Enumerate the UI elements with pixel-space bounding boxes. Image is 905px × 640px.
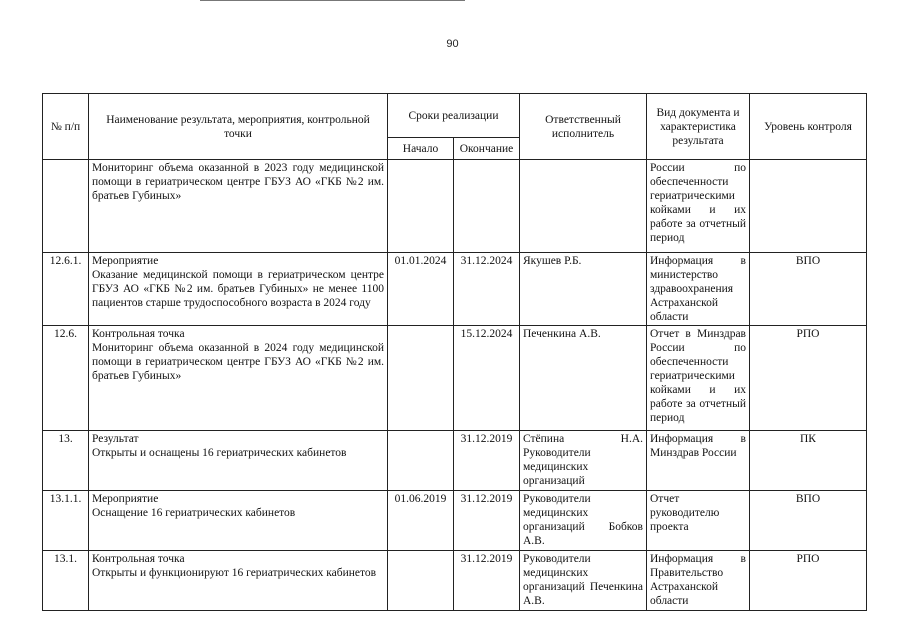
row-title: Контрольная точка — [92, 553, 185, 565]
row-num: 13. — [43, 431, 89, 491]
row-description: Открыты и функционируют 16 гериатрических кабинетов — [92, 567, 377, 579]
row-description: Оказание медицинской помощи в гериатрическом центре ГБУЗ АО «ГКБ №2 им. братьев Губиных» не менее 1100 пациентов старше трудоспособного возраста в 2024 году — [92, 269, 384, 309]
header-end: Окончание — [454, 138, 520, 160]
row-title: Мероприятие — [92, 255, 159, 267]
row-level: РПО — [750, 326, 867, 431]
row-responsible: Якушев Р.Б. — [520, 253, 647, 326]
row-start — [388, 160, 454, 253]
row-description: Открыты и оснащены 16 гериатрических кабинетов — [92, 447, 347, 459]
row-description: Мониторинг объема оказанной в 2024 году медицинской помощи в гериатрическом центре ГБУЗ АО «ГКБ №2 им. братьев Губиных» — [92, 342, 384, 382]
row-doc: Информация в министерство здравоохранения Астраханской области — [647, 253, 750, 326]
row-title: Мероприятие — [92, 493, 159, 505]
table-row — [43, 326, 867, 431]
row-level — [750, 160, 867, 253]
row-title: Результат — [92, 433, 139, 445]
table-row — [43, 253, 867, 326]
row-end: 31.12.2024 — [454, 253, 520, 326]
row-end: 31.12.2019 — [454, 491, 520, 551]
row-responsible: Руководители медицинских организаций Бобков А.В. — [520, 491, 647, 551]
table-row — [43, 551, 867, 611]
table-row — [43, 491, 867, 551]
row-start — [388, 326, 454, 431]
row-name — [89, 551, 388, 611]
row-responsible: Печенкина А.В. — [520, 326, 647, 431]
header-responsible: Ответственный исполнитель — [520, 94, 647, 160]
row-title: Контрольная точка — [92, 328, 185, 340]
header-start: Начало — [388, 138, 454, 160]
plan-table — [42, 93, 867, 611]
header-name: Наименование результата, мероприятия, контрольной точки — [89, 94, 388, 160]
top-rule — [200, 0, 465, 1]
row-doc: Отчет руководителю проекта — [647, 491, 750, 551]
row-num: 12.6. — [43, 326, 89, 431]
row-end: 31.12.2019 — [454, 431, 520, 491]
row-doc: Информация в Правительство Астраханской области — [647, 551, 750, 611]
header-dates: Сроки реализации — [388, 94, 520, 138]
row-start: 01.01.2024 — [388, 253, 454, 326]
row-level: ВПО — [750, 253, 867, 326]
row-name — [89, 491, 388, 551]
table-row — [43, 160, 867, 253]
row-end — [454, 160, 520, 253]
row-doc: Информация в Минздрав России — [647, 431, 750, 491]
row-name — [89, 431, 388, 491]
row-responsible — [520, 160, 647, 253]
row-start: 01.06.2019 — [388, 491, 454, 551]
row-start — [388, 551, 454, 611]
row-num — [43, 160, 89, 253]
page-number: 90 — [446, 38, 459, 50]
row-doc: России по обеспеченности гериатрическими койками и их работе за отчетный период — [647, 160, 750, 253]
row-level: РПО — [750, 551, 867, 611]
row-num: 12.6.1. — [43, 253, 89, 326]
row-doc: Отчет в Минздрав России по обеспеченности гериатрическими койками и их работе за отчетный период — [647, 326, 750, 431]
row-end: 31.12.2019 — [454, 551, 520, 611]
row-num: 13.1. — [43, 551, 89, 611]
row-responsible: Стёпина Н.А. Руководители медицинских организаций — [520, 431, 647, 491]
row-end: 15.12.2024 — [454, 326, 520, 431]
table-row — [43, 431, 867, 491]
row-name — [89, 160, 388, 253]
row-responsible: Руководители медицинских организаций Печенкина А.В. — [520, 551, 647, 611]
row-description: Оснащение 16 гериатрических кабинетов — [92, 507, 296, 519]
header-num: № п/п — [43, 94, 89, 160]
row-num: 13.1.1. — [43, 491, 89, 551]
row-description: Мониторинг объема оказанной в 2023 году медицинской помощи в гериатрическом центре ГБУЗ АО «ГКБ №2 им. братьев Губиных» — [92, 162, 384, 202]
header-level: Уровень контроля — [750, 94, 867, 160]
row-name — [89, 253, 388, 326]
row-level: ВПО — [750, 491, 867, 551]
row-start — [388, 431, 454, 491]
row-name — [89, 326, 388, 431]
row-level: ПК — [750, 431, 867, 491]
header-doc: Вид документа и характеристика результата — [647, 94, 750, 160]
